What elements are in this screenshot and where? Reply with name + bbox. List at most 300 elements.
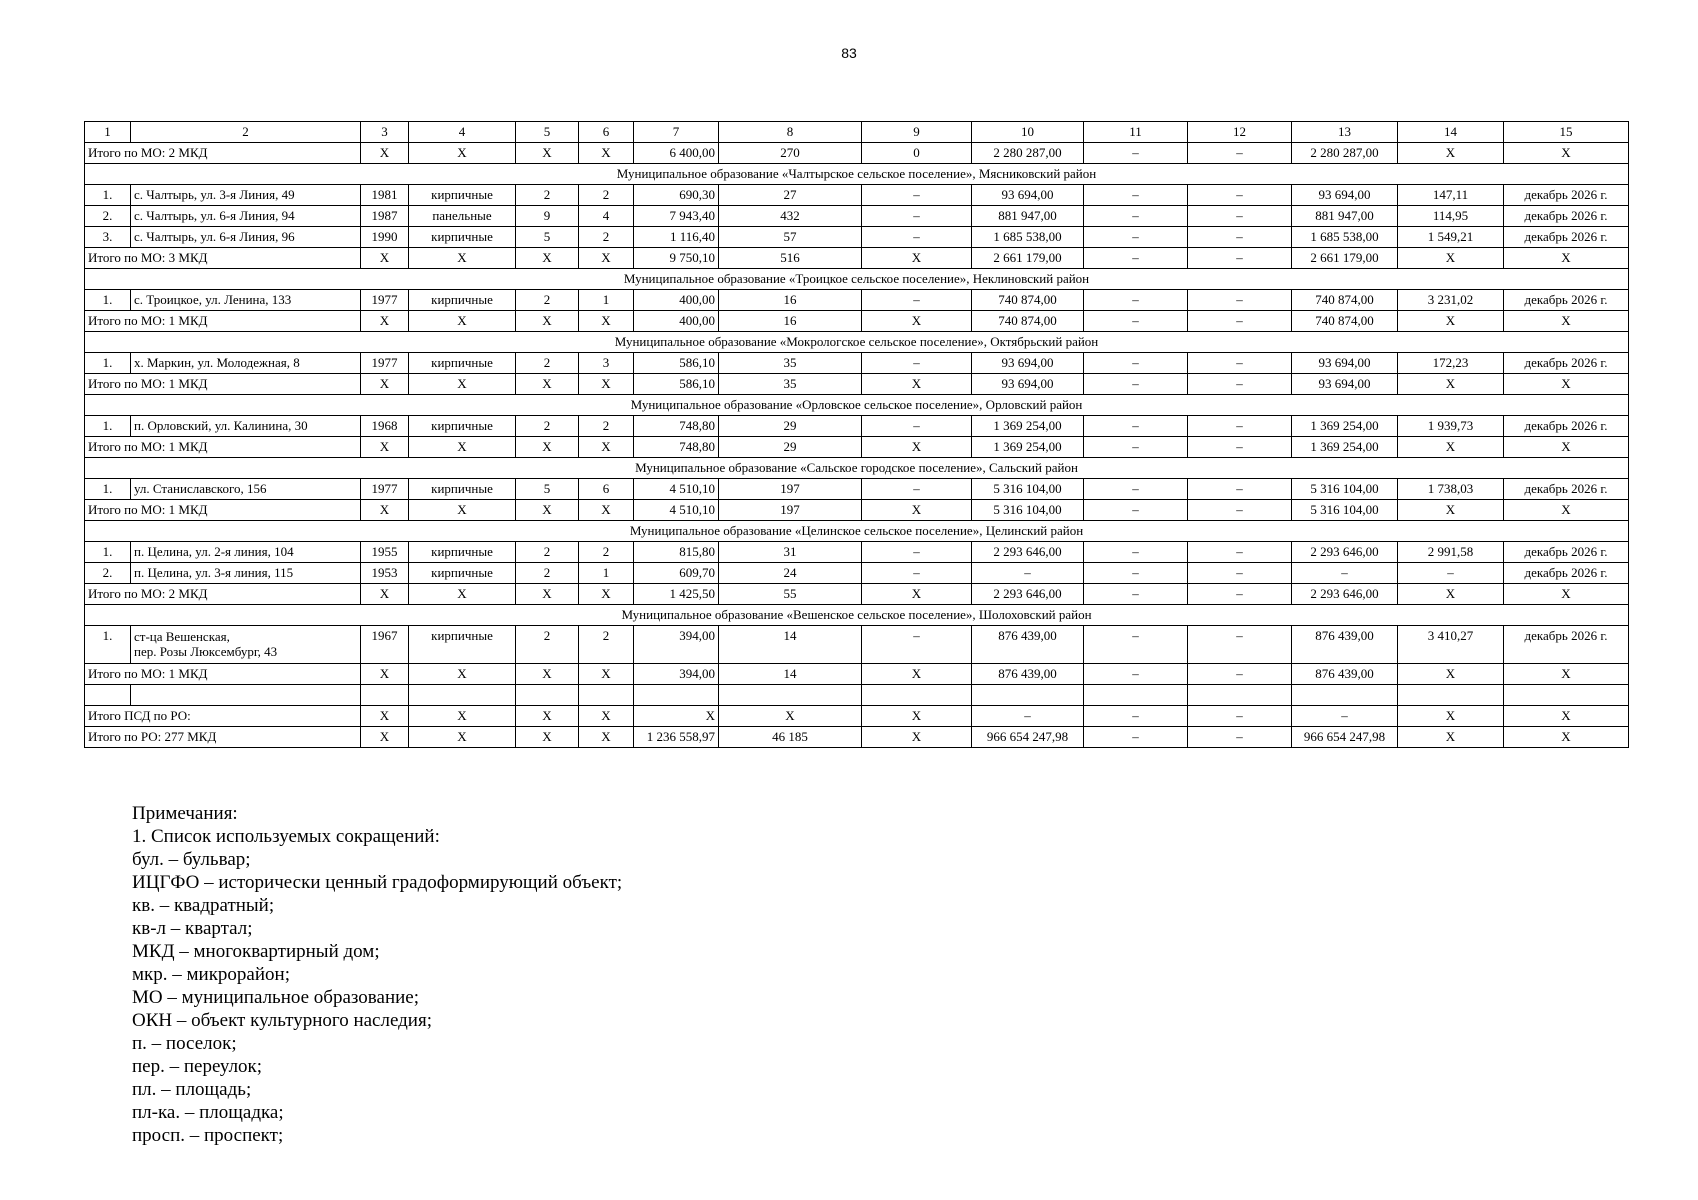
table-cell: 876 439,00 [972,626,1084,664]
table-cell: 31 [719,542,862,563]
table-cell: X [862,311,972,332]
table-cell: – [1084,626,1188,664]
table-cell: 966 654 247,98 [972,727,1084,748]
table-cell: X [516,706,579,727]
table-cell: 740 874,00 [1292,311,1398,332]
table-cell: X [409,727,516,748]
table-cell: кирпичные [409,479,516,500]
table-cell: декабрь 2026 г. [1504,479,1629,500]
table-cell: 516 [719,248,862,269]
table-cell: – [862,416,972,437]
table-cell: 270 [719,143,862,164]
row-number: 1. [85,416,131,437]
total-label: Итого по МО: 1 МКД [85,311,361,332]
table-cell: X [1504,143,1629,164]
row-number [85,685,131,706]
table-cell: 29 [719,416,862,437]
section-title: Муниципальное образование «Вешенское сельское поселение», Шолоховский район [85,605,1629,626]
table-cell: 172,23 [1398,353,1504,374]
table-cell: X [579,374,634,395]
table-cell: 2 [579,542,634,563]
table-cell: X [1398,374,1504,395]
table-cell: 1 236 558,97 [634,727,719,748]
table-cell: – [1084,143,1188,164]
table-cell: X [1504,664,1629,685]
column-number: 2 [131,122,361,143]
table-cell: – [1188,290,1292,311]
table-cell: – [1188,374,1292,395]
table-cell: X [1504,311,1629,332]
table-cell: – [862,353,972,374]
table-cell: 3 231,02 [1398,290,1504,311]
table-cell: 2 [516,542,579,563]
table-cell: – [1398,563,1504,584]
table-cell: 114,95 [1398,206,1504,227]
table-cell: 16 [719,311,862,332]
table-cell: – [1084,290,1188,311]
table-cell: 1977 [361,290,409,311]
section-row [85,605,1629,626]
table-cell: – [1084,563,1188,584]
table-cell: 93 694,00 [972,353,1084,374]
table-row [85,626,1629,664]
note-line: ИЦГФО – исторически ценный градоформирующий объект; [132,872,623,893]
table-cell: – [1188,706,1292,727]
table-cell: X [1398,311,1504,332]
table-cell: X [862,374,972,395]
table-cell: кирпичные [409,227,516,248]
table-cell: 93 694,00 [972,185,1084,206]
table-cell: 4 [579,206,634,227]
table-cell: – [1084,353,1188,374]
table-cell: X [579,584,634,605]
table-cell: 881 947,00 [972,206,1084,227]
address-cell: п. Целина, ул. 3-я линия, 115 [131,563,361,584]
section-row [85,332,1629,353]
address-cell: п. Целина, ул. 2-я линия, 104 [131,542,361,563]
table-cell: X [361,584,409,605]
table-cell: 2 [516,185,579,206]
row-number: 1. [85,353,131,374]
section-title: Муниципальное образование «Сальское городское поселение», Сальский район [85,458,1629,479]
table-cell: X [579,143,634,164]
table-cell: кирпичные [409,542,516,563]
table-cell: X [409,143,516,164]
page-number: 83 [841,45,857,61]
table-cell: X [409,706,516,727]
table-cell: X [409,374,516,395]
table-cell: X [579,248,634,269]
table-cell: – [1084,227,1188,248]
table-cell: – [1188,206,1292,227]
table-cell: X [409,584,516,605]
table-cell: X [1398,248,1504,269]
table-cell: 1 939,73 [1398,416,1504,437]
column-number: 5 [516,122,579,143]
note-line: бул. – бульвар; [132,849,251,870]
column-number: 6 [579,122,634,143]
table-cell [1504,685,1629,706]
total-row [85,706,1629,727]
table-cell: 2 293 646,00 [1292,542,1398,563]
table-cell: – [1188,227,1292,248]
table-cell: X [516,500,579,521]
total-label: Итого по МО: 3 МКД [85,248,361,269]
total-row [85,584,1629,605]
table-cell: X [1504,248,1629,269]
table-cell: X [1398,143,1504,164]
table-cell: 876 439,00 [1292,664,1398,685]
table-cell: X [1398,664,1504,685]
table-cell: 2 280 287,00 [972,143,1084,164]
address-cell: с. Троицкое, ул. Ленина, 133 [131,290,361,311]
address-cell: с. Чалтырь, ул. 6-я Линия, 96 [131,227,361,248]
table-cell: 740 874,00 [972,290,1084,311]
table-cell: X [579,311,634,332]
note-line: пл. – площадь; [132,1079,252,1100]
total-row [85,500,1629,521]
table-cell: – [862,479,972,500]
table-cell: 93 694,00 [1292,353,1398,374]
table-cell: 1977 [361,479,409,500]
table-cell: декабрь 2026 г. [1504,227,1629,248]
table-cell: 35 [719,353,862,374]
total-row [85,374,1629,395]
table-cell: 1 369 254,00 [1292,437,1398,458]
table-cell: X [361,706,409,727]
table-cell: 46 185 [719,727,862,748]
table-cell: панельные [409,206,516,227]
table-cell: 1981 [361,185,409,206]
table-cell: 7 943,40 [634,206,719,227]
column-number: 7 [634,122,719,143]
notes-heading: Примечания: [132,803,238,824]
table-cell: 2 [516,353,579,374]
table-cell: X [1504,500,1629,521]
table-cell: – [1188,185,1292,206]
table-cell: кирпичные [409,290,516,311]
table-cell [516,685,579,706]
total-label: Итого по МО: 2 МКД [85,143,361,164]
table-cell: X [579,706,634,727]
table-row [85,563,1629,584]
table-cell: 1953 [361,563,409,584]
total-label: Итого по МО: 1 МКД [85,664,361,685]
address-cell: ст-ца Вешенская, пер. Розы Люксембург, 43 [131,626,361,664]
table-cell: – [1188,563,1292,584]
address-cell: п. Орловский, ул. Калинина, 30 [131,416,361,437]
total-row [85,437,1629,458]
row-number: 1. [85,290,131,311]
table-cell: 1 [579,563,634,584]
section-title: Муниципальное образование «Целинское сельское поселение», Целинский район [85,521,1629,542]
table-cell: X [719,706,862,727]
table-cell: 1 369 254,00 [1292,416,1398,437]
table-cell: X [634,706,719,727]
table-cell: X [862,727,972,748]
column-number: 15 [1504,122,1629,143]
table-cell: 4 510,10 [634,500,719,521]
row-number: 3. [85,227,131,248]
table-cell: 2 293 646,00 [1292,584,1398,605]
table-cell: – [862,290,972,311]
table-cell: X [516,248,579,269]
table-cell [579,685,634,706]
table-cell: X [361,727,409,748]
column-number: 8 [719,122,862,143]
table-cell: – [862,563,972,584]
table-cell: декабрь 2026 г. [1504,542,1629,563]
table-cell: – [1084,374,1188,395]
table-cell: 1987 [361,206,409,227]
table-cell: – [1188,311,1292,332]
table-cell: X [361,311,409,332]
address-cell: с. Чалтырь, ул. 6-я Линия, 94 [131,206,361,227]
table-cell: кирпичные [409,353,516,374]
note-line: просп. – проспект; [132,1125,284,1146]
note-line: мкр. – микрорайон; [132,964,290,985]
table-cell: 14 [719,626,862,664]
table-cell: – [1084,584,1188,605]
table-cell: 14 [719,664,862,685]
table-cell: 2 [516,416,579,437]
buildings-table [84,121,1629,748]
table-cell: X [1504,584,1629,605]
table-cell [1084,685,1188,706]
column-number-row [85,122,1629,143]
table-cell: 35 [719,374,862,395]
table-cell: 2 [579,227,634,248]
column-number: 14 [1398,122,1504,143]
table-cell: – [1188,500,1292,521]
table-cell: – [1084,437,1188,458]
table-cell [361,685,409,706]
note-line: 1. Список используемых сокращений: [132,826,440,847]
table-cell: 2 [579,416,634,437]
table-cell: 815,80 [634,542,719,563]
table-row [85,542,1629,563]
table-cell: 4 510,10 [634,479,719,500]
table-cell: 147,11 [1398,185,1504,206]
table-cell: кирпичные [409,185,516,206]
table-cell: 57 [719,227,862,248]
row-number: 1. [85,185,131,206]
column-number: 10 [972,122,1084,143]
table-cell: 2 [516,563,579,584]
note-line: МКД – многоквартирный дом; [132,941,380,962]
table-cell: 1990 [361,227,409,248]
table-cell [1398,685,1504,706]
table-cell: X [409,664,516,685]
table-cell: 740 874,00 [1292,290,1398,311]
table-cell: – [862,626,972,664]
table-cell: 29 [719,437,862,458]
note-line: пл-ка. – площадка; [132,1102,284,1123]
table-cell [1292,685,1398,706]
table-cell: 2 661 179,00 [1292,248,1398,269]
table-cell: 93 694,00 [1292,185,1398,206]
table-cell: 16 [719,290,862,311]
table-cell: – [972,563,1084,584]
table-cell: X [409,437,516,458]
table-cell: – [1084,542,1188,563]
table-cell: – [1084,248,1188,269]
table-row [85,479,1629,500]
table-cell: – [1188,248,1292,269]
table-cell: X [1398,500,1504,521]
table-cell: – [1188,416,1292,437]
address-cell: ул. Станиславского, 156 [131,479,361,500]
table-cell: 1 369 254,00 [972,437,1084,458]
table-row [85,227,1629,248]
row-number: 2. [85,206,131,227]
table-cell: X [361,664,409,685]
table-cell [972,685,1084,706]
section-row [85,164,1629,185]
column-number: 9 [862,122,972,143]
table-cell: – [862,206,972,227]
section-title: Муниципальное образование «Чалтырское сельское поселение», Мясниковский район [85,164,1629,185]
row-number: 1. [85,542,131,563]
table-cell: 5 [516,227,579,248]
column-number: 1 [85,122,131,143]
table-cell: – [1188,437,1292,458]
table-cell: 5 [516,479,579,500]
table-cell: 1 116,40 [634,227,719,248]
table-cell: X [516,143,579,164]
table-cell: X [361,374,409,395]
row-number: 1. [85,626,131,664]
table-cell: X [862,584,972,605]
table-cell: декабрь 2026 г. [1504,353,1629,374]
table-cell: – [1084,206,1188,227]
table-cell: 1 685 538,00 [972,227,1084,248]
table-cell: 2 [516,626,579,664]
table-cell: – [1188,353,1292,374]
table-cell: X [516,727,579,748]
table-cell: декабрь 2026 г. [1504,290,1629,311]
table-cell: 609,70 [634,563,719,584]
table-cell: X [409,500,516,521]
table-cell: – [1188,584,1292,605]
table-cell: 2 293 646,00 [972,584,1084,605]
table-cell: X [862,437,972,458]
table-cell [409,685,516,706]
table-cell: 400,00 [634,311,719,332]
table-cell: 2 [516,290,579,311]
table-cell: 55 [719,584,862,605]
table-cell: 586,10 [634,374,719,395]
table-cell: – [972,706,1084,727]
table-cell: 5 316 104,00 [972,479,1084,500]
table-row [85,416,1629,437]
table-cell: 1977 [361,353,409,374]
table-cell: X [1504,706,1629,727]
note-line: кв. – квадратный; [132,895,275,916]
section-row [85,269,1629,290]
table-cell: 2 991,58 [1398,542,1504,563]
table-cell: кирпичные [409,563,516,584]
table-cell: – [1188,143,1292,164]
table-row [85,290,1629,311]
table-cell: 1 685 538,00 [1292,227,1398,248]
table-cell: 2 661 179,00 [972,248,1084,269]
table-cell: – [862,227,972,248]
section-row [85,395,1629,416]
table-cell: 876 439,00 [1292,626,1398,664]
table-cell: декабрь 2026 г. [1504,626,1629,664]
table-cell: 3 [579,353,634,374]
table-cell: – [1292,563,1398,584]
table-cell: X [409,311,516,332]
column-number: 11 [1084,122,1188,143]
total-label: Итого ПСД по РО: [85,706,361,727]
table-cell: 1968 [361,416,409,437]
table-row [85,353,1629,374]
row-number: 1. [85,479,131,500]
total-row [85,727,1629,748]
total-row [85,311,1629,332]
table-cell: 1955 [361,542,409,563]
table-cell: X [579,500,634,521]
table-cell: – [1188,479,1292,500]
total-row [85,664,1629,685]
address-cell: х. Маркин, ул. Молодежная, 8 [131,353,361,374]
table-cell: 2 [579,185,634,206]
table-cell: 27 [719,185,862,206]
table-cell: – [1084,311,1188,332]
table-cell: 1 549,21 [1398,227,1504,248]
table-cell: кирпичные [409,626,516,664]
address-cell: с. Чалтырь, ул. 3-я Линия, 49 [131,185,361,206]
table-cell: 1 [579,290,634,311]
table-cell: 9 [516,206,579,227]
table-cell: декабрь 2026 г. [1504,563,1629,584]
table-cell: 966 654 247,98 [1292,727,1398,748]
table-cell: – [862,185,972,206]
table-cell: декабрь 2026 г. [1504,185,1629,206]
table-cell: X [361,500,409,521]
table-cell [634,685,719,706]
table-cell: 0 [862,143,972,164]
row-number: 2. [85,563,131,584]
table-cell: X [862,500,972,521]
table-cell: 690,30 [634,185,719,206]
table-cell: X [862,664,972,685]
table-cell: 197 [719,479,862,500]
table-cell: 5 316 104,00 [1292,500,1398,521]
table-cell: 6 400,00 [634,143,719,164]
table-cell: 5 316 104,00 [1292,479,1398,500]
table-cell: 394,00 [634,664,719,685]
table-cell: – [862,542,972,563]
table-cell: X [516,584,579,605]
table-cell: 876 439,00 [972,664,1084,685]
table-cell: X [862,248,972,269]
table-cell: 197 [719,500,862,521]
table-row [85,206,1629,227]
table-cell: 432 [719,206,862,227]
table-cell: X [361,248,409,269]
table-row [85,685,1629,706]
table-cell: 2 280 287,00 [1292,143,1398,164]
table-cell: X [579,437,634,458]
table-cell: 2 [579,626,634,664]
column-number: 12 [1188,122,1292,143]
table-cell: X [409,248,516,269]
table-cell: X [1398,727,1504,748]
table-cell: 1967 [361,626,409,664]
